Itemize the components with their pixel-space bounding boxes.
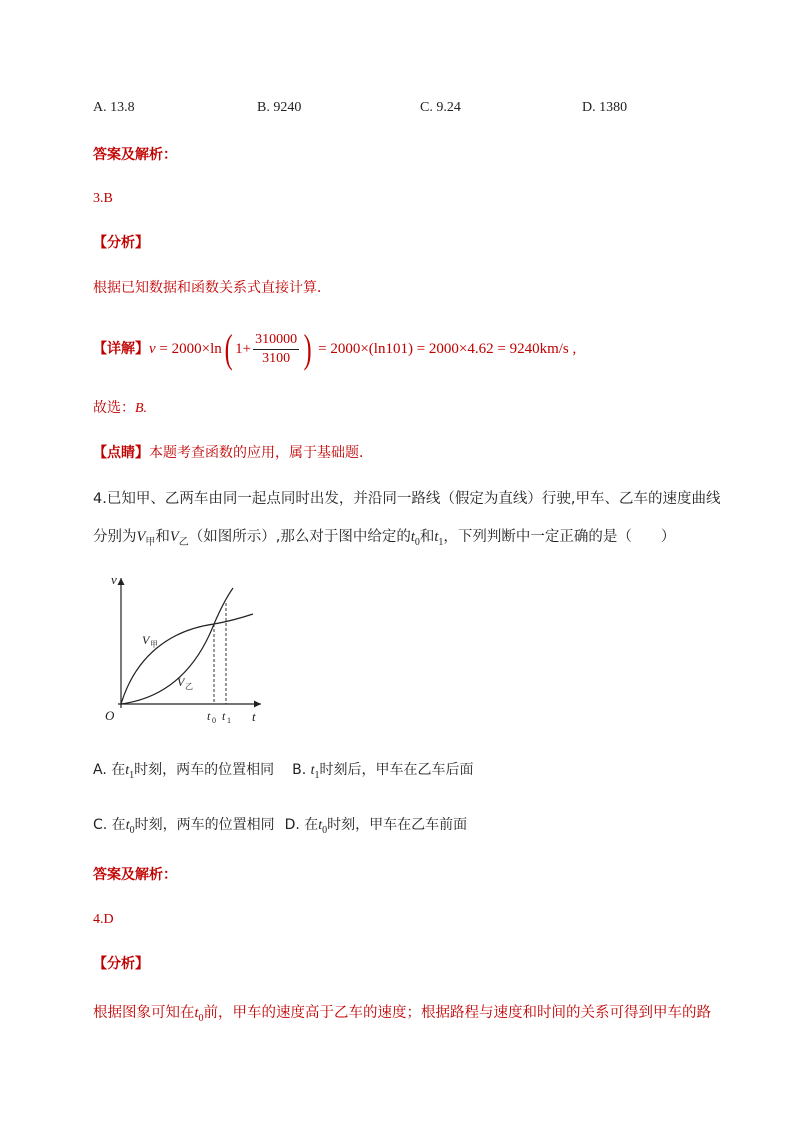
formula-rest: = 2000×(ln101) = 2000×4.62 = 9240km/s , xyxy=(314,341,577,357)
y-axis-label: v xyxy=(111,572,117,587)
t0-tick-label: t xyxy=(207,709,211,723)
v-yi-sub: 乙 xyxy=(178,536,189,548)
formula-numerator: 310000 xyxy=(253,331,299,350)
q4-option-c-post: 时刻，两车的位置相同 xyxy=(134,817,275,833)
q3-analysis-text: 根据已知数据和函数关系式直接计算． xyxy=(93,280,331,296)
q4-options-cd xyxy=(93,815,467,841)
v-jia-sub: 甲 xyxy=(145,536,156,548)
t0-symbol: t xyxy=(410,529,415,545)
q3-option-b: B. 9240 xyxy=(257,100,302,115)
q4-analysis-sub: 0 xyxy=(198,1012,204,1024)
q3-analysis-tag: 【分析】 xyxy=(93,235,149,251)
q4-option-c-t: t xyxy=(125,818,130,833)
q4-stem-line1: 4.已知甲、乙两车由同一起点同时出发，并沿同一路线（假定为直线）行驶,甲车、乙车的速度曲线 xyxy=(93,491,721,507)
curve-yi-label: V xyxy=(177,675,185,689)
velocity-time-graph xyxy=(96,570,276,730)
q3-option-d: D. 1380 xyxy=(582,100,628,115)
q4-options-ab xyxy=(93,760,474,786)
q4-stem-line2 xyxy=(93,527,675,553)
q4-stem-and: 和 xyxy=(155,529,170,545)
q4-option-c-pre: C. 在 xyxy=(93,817,126,833)
q4-analysis-text xyxy=(93,1003,711,1029)
formula-one-plus: 1+ xyxy=(235,341,252,357)
q4-option-a xyxy=(93,762,275,781)
formula-fraction xyxy=(253,331,299,368)
q4-option-b-t: t xyxy=(310,763,315,778)
q3-point-line xyxy=(93,443,373,463)
q4-option-b-sub: 1 xyxy=(314,769,320,781)
q4-analysis-pre: 根据图象可知在 xyxy=(93,1005,195,1021)
curve-jia-sub: 甲 xyxy=(150,640,158,649)
q4-option-b xyxy=(292,762,474,781)
q4-answer-heading: 答案及解析： xyxy=(93,867,177,883)
q4-answer: 4.D xyxy=(93,912,114,927)
q4-option-b-post: 时刻后，甲车在乙车后面 xyxy=(319,762,474,778)
t1-symbol: t xyxy=(434,529,439,545)
t1-tick-sub: 1 xyxy=(227,716,231,725)
t0-tick-sub: 0 xyxy=(212,716,216,725)
q3-choice-value: B. xyxy=(135,401,148,416)
t0-sub: 0 xyxy=(414,536,420,548)
formula-denominator: 3100 xyxy=(262,350,291,366)
q4-stem-text-b: （如图所示）,那么对于图中给定的 xyxy=(188,529,411,545)
q4-option-c xyxy=(93,817,275,836)
q3-answer-heading: 答案及解析： xyxy=(93,147,177,163)
q4-analysis-tag: 【分析】 xyxy=(93,956,149,972)
q4-option-b-pre: B. xyxy=(292,762,311,778)
q3-answer: 3.B xyxy=(93,191,113,206)
formula-left-paren: ( xyxy=(224,326,233,371)
q3-detail-line xyxy=(93,325,576,373)
q4-option-d-post: 时刻，甲车在乙车前面 xyxy=(327,817,468,833)
q4-option-a-t: t xyxy=(125,763,130,778)
q4-option-d-pre: D. 在 xyxy=(284,817,319,833)
q4-analysis-post: 前，甲车的速度高于乙车的速度；根据路程与速度和时间的关系可得到甲车的路 xyxy=(203,1005,712,1021)
x-axis-label: t xyxy=(252,709,256,724)
q3-point-text: 本题考查函数的应用，属于基础题． xyxy=(149,445,373,461)
v-yi-symbol: V xyxy=(169,529,179,545)
q4-analysis-t: t xyxy=(194,1005,199,1021)
formula-eq1: = 2000×ln xyxy=(155,341,222,357)
q3-option-a: A. 13.8 xyxy=(93,100,135,115)
formula-right-paren: ) xyxy=(303,326,312,371)
t1-tick-label: t xyxy=(222,709,226,723)
curve-yi-sub: 乙 xyxy=(185,682,193,691)
q4-option-d xyxy=(284,817,468,836)
q4-option-c-sub: 0 xyxy=(129,824,135,836)
v-jia-symbol: V xyxy=(136,529,146,545)
q4-option-d-sub: 0 xyxy=(322,824,328,836)
q4-option-d-t: t xyxy=(318,818,323,833)
q3-point-tag: 【点睛】 xyxy=(93,445,149,461)
origin-label: O xyxy=(105,708,115,723)
q3-detail-tag: 【详解】 xyxy=(93,341,149,357)
q3-option-c: C. 9.24 xyxy=(420,100,461,115)
q4-option-a-sub: 1 xyxy=(129,769,135,781)
curve-jia-label: V xyxy=(142,633,150,647)
t1-sub: 1 xyxy=(438,536,444,548)
q3-choice-line xyxy=(93,398,147,419)
formula-v: v xyxy=(149,341,156,357)
q3-choice-label: 故选： xyxy=(93,400,135,416)
q4-option-a-pre: A. 在 xyxy=(93,762,126,778)
q4-stem-text-a: 分别为 xyxy=(93,529,137,545)
q4-stem-and2: 和 xyxy=(419,529,435,545)
q4-option-a-post: 时刻，两车的位置相同 xyxy=(134,762,275,778)
q4-stem-text-c: ，下列判断中一定正确的是（ ） xyxy=(443,529,676,545)
